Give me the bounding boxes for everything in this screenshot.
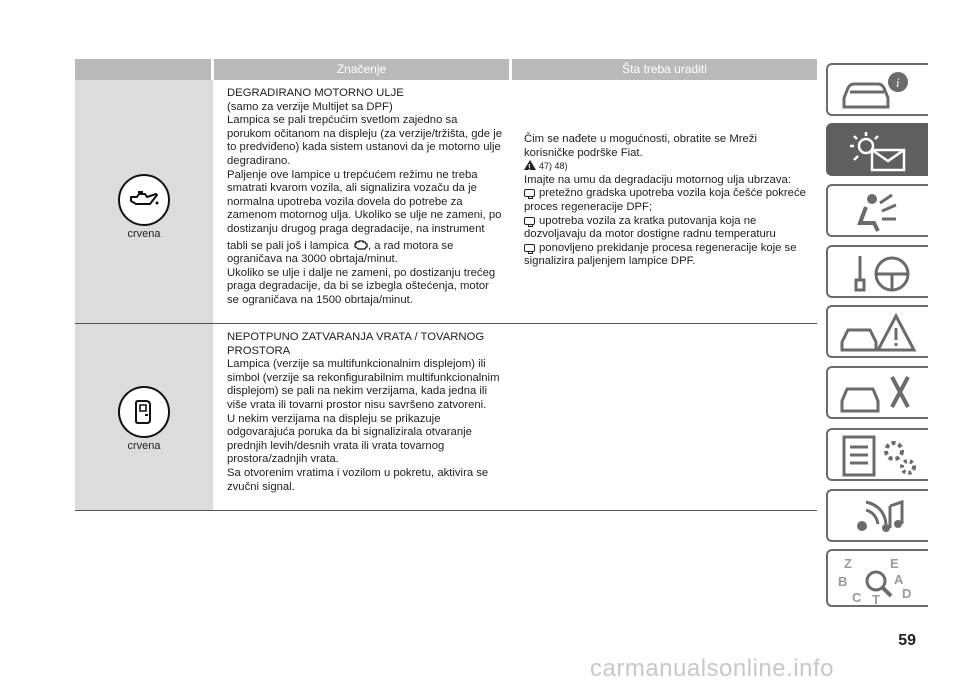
tab-safety[interactable] [826, 184, 928, 237]
meaning-line: PROSTORA [227, 344, 291, 357]
index-letter-t: T [872, 592, 880, 606]
engine-failure-icon [354, 239, 368, 250]
meaning-line: se ograničava na 1500 obrtaja/minut. [227, 293, 413, 306]
tab-starting-driving[interactable] [826, 245, 928, 298]
meaning-line: prednjih levih/desnih vrata ili vrata tovarnog [227, 439, 445, 452]
meaning-line: odgovarajuća poruka da bi signalizirala otvaranje [227, 426, 472, 439]
technical-data-icon [836, 433, 926, 479]
meaning-line: Sa otvorenim vratima i vozilom u pokretu, aktivira se [227, 466, 489, 479]
meaning-title: DEGRADIRANO MOTORNO ULJE [227, 87, 404, 99]
tab-maintenance[interactable] [826, 366, 928, 419]
meaning-line: simbol (verzije sa rekonfigurabilnim multifunkcionalnim [227, 371, 500, 384]
index-letter-z: Z [844, 556, 852, 571]
bullet-text: upotreba vozila za kratka putovanja koja ne [539, 214, 757, 227]
warning-references [524, 160, 819, 174]
meaning-line: više vrata ili tovarni prostor nisu savršeno zatvoreni. [227, 398, 487, 411]
index-letter-b: B [838, 574, 848, 589]
meaning-line: dostizanju drugog praga degradacije, na instrument [227, 222, 485, 235]
checkbox-bullet-icon [524, 217, 535, 225]
meaning-line: ograničava na 3000 obrtaja/minut. [227, 253, 398, 266]
meaning-line: Lampica (verzije sa multifunkcionalnim displejom) ili [227, 358, 486, 371]
bullet-item [524, 242, 819, 256]
door-lamp-badge [118, 386, 170, 438]
car-info-icon [836, 68, 926, 114]
bullet-text: ponovljeno prekidanje procesa regeneracije koje se [539, 241, 797, 254]
checkbox-bullet-icon [524, 189, 535, 197]
meaning-line: U nekim verzijama na displeju se prikazuje [227, 412, 441, 425]
lamp-color-label: crvena [127, 440, 161, 452]
meaning-line-inline [227, 239, 517, 254]
table-bottom-rule [75, 510, 817, 511]
meaning-line: Ukoliko se ulje i dalje ne zameni, po dostizanju trećeg [227, 266, 496, 279]
bullet-line: dozvoljavaju da motor dostigne radnu temperaturu [524, 228, 776, 241]
page-number: 59 [898, 632, 916, 649]
tab-warning-lights[interactable] [826, 123, 928, 176]
warning-light-message-icon [836, 128, 926, 174]
meaning-line: displejom) se pali na nekim verzijama, kada jedna ili [227, 385, 487, 398]
meaning-line: prostora/zadnjih vrata. [227, 453, 339, 466]
header-meaning: Značenje [214, 59, 509, 80]
tab-technical-data[interactable] [826, 428, 928, 481]
meaning-oil-text [227, 87, 517, 308]
meaning-line: to predviđeno) kada sistem ustanovi da je motorno ulje [227, 141, 501, 154]
door-open-icon [120, 388, 168, 436]
alphabetical-index-icon [836, 554, 926, 606]
bullet-item [524, 215, 819, 229]
action-line: korisničke podrške Fiat. [524, 146, 643, 159]
meaning-line: zamenom motornog ulja. Ukoliko se ulje ne zameni, po [227, 209, 502, 222]
meaning-line: smatrati kvarom vozila, ali signalizira vozaču da je [227, 182, 477, 195]
index-letter-c: C [852, 590, 862, 605]
oil-lamp-badge [118, 174, 170, 226]
warning-triangle-icon [524, 160, 536, 170]
car-maintenance-icon [836, 371, 926, 417]
header-action: Šta treba uraditi [512, 59, 817, 80]
meaning-inline-after: , a rad motora se [367, 239, 454, 252]
index-letter-a: A [894, 572, 904, 587]
key-steering-wheel-icon [836, 250, 926, 296]
header-lamp-column [75, 59, 211, 80]
tab-car-info[interactable] [826, 63, 928, 116]
meaning-line: porukom očitanom na displeju (za verzije/tržišta, gde je [227, 127, 503, 140]
warning-ref-numbers: 47) 48) [539, 161, 568, 172]
meaning-line: normalna upotreba vozila dovela do potrebe za [227, 195, 463, 208]
meaning-line: Paljenje ove lampice u trepćućem režimu ne treba [227, 168, 478, 181]
index-letter-e: E [890, 556, 899, 571]
meaning-door-text [227, 331, 519, 494]
meaning-line: praga degradacije, da bi se izbegla oštećenja, motor [227, 280, 489, 293]
tab-multimedia[interactable] [826, 489, 928, 542]
svg-text:i: i [896, 75, 900, 90]
safety-airbag-icon [836, 189, 926, 235]
tab-index[interactable] [826, 549, 928, 607]
meaning-title: NEPOTPUNO ZATVARANJA VRATA / TOVARNOG [227, 331, 485, 343]
bullet-line: proces regeneracije DPF; [524, 200, 653, 213]
meaning-line: Lampica se pali trepćućim svetlom zajedno sa [227, 114, 458, 127]
checkbox-bullet-icon [524, 244, 535, 252]
meaning-line: zvučni signal. [227, 480, 295, 493]
action-line: Čim se nađete u mogućnosti, obratite se Mreži [524, 133, 757, 145]
index-letter-d: D [902, 586, 912, 601]
multimedia-icon [836, 494, 926, 540]
meaning-line: (samo za verzije Multijet sa DPF) [227, 100, 393, 113]
action-note: Imajte na umu da degradaciju motornog ulja ubrzava: [524, 173, 791, 186]
bullet-item [524, 187, 819, 201]
action-oil-text [524, 133, 819, 269]
meaning-line: degradirano. [227, 154, 291, 167]
bullet-line: signalizira paljenjem lampice DPF. [524, 255, 696, 268]
lamp-color-label: crvena [127, 228, 161, 240]
oil-can-icon [120, 176, 168, 224]
watermark: carmanualsonline.info [590, 655, 834, 682]
meaning-inline-before: tabli se pali još i lampica [227, 239, 349, 252]
emergency-triangle-icon [836, 310, 926, 356]
bullet-text: pretežno gradska upotreba vozila koja češće pokreće [539, 187, 806, 200]
tab-emergency[interactable] [826, 305, 928, 358]
